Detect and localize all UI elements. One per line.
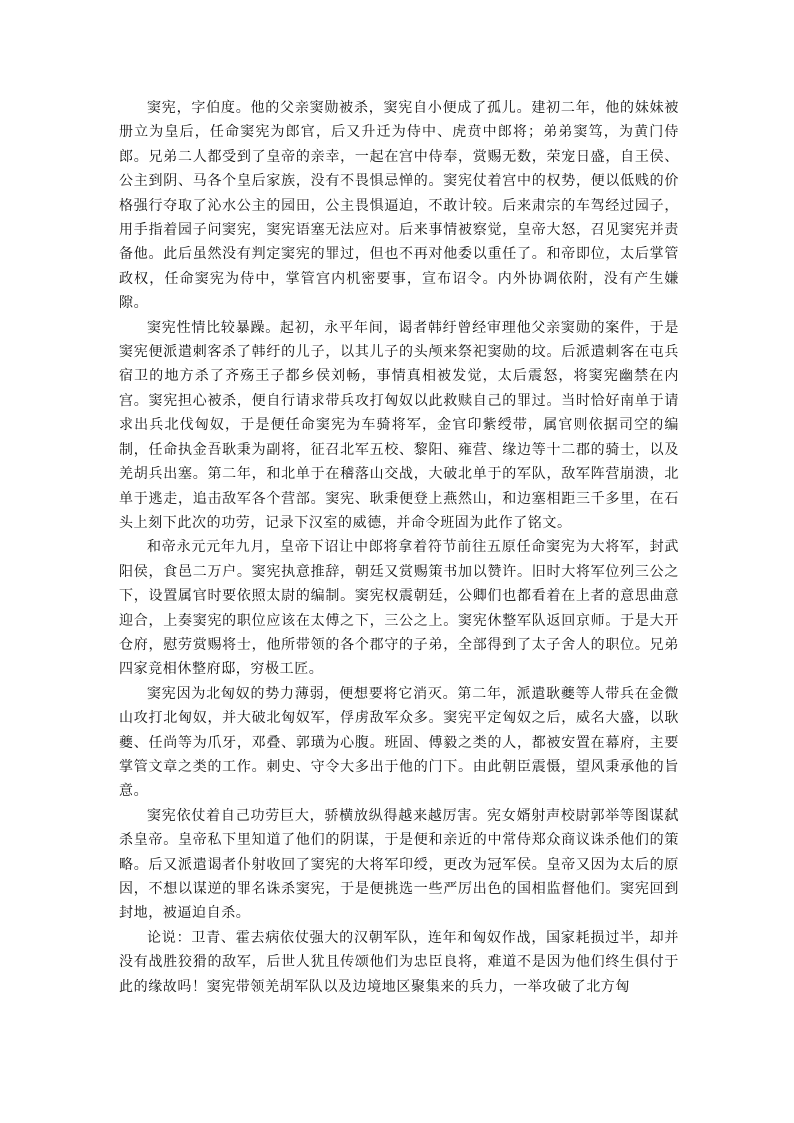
- document-page: [119, 96, 679, 999]
- paragraph-6: 论说：卫青、霍去病依仗强大的汉朝军队，连年和匈奴作战，国家耗损过半，却并没有战胜狡猾的敌军，后世人犹且传颂他们为忠臣良将，难道不是因为他们终生俱付于此的缘故吗！窦宪带领羌胡军队以及边境地区聚集来的兵力，一举攻破了北方匈: [119, 929, 679, 995]
- paragraph-4: 窦宪因为北匈奴的势力薄弱，便想要将它消灭。第二年，派遣耿夔等人带兵在金微山攻打北匈奴，并大破北匈奴军，俘虏敌军众多。窦宪平定匈奴之后，威名大盛，以耿夔、任尚等为爪牙，邓叠、郭璜为心腹。班固、傅毅之类的人，都被安置在幕府，主要掌管文章之类的工作。刺史、守令大多出于他的门下。由此朝臣震慑，望风秉承他的旨意。: [119, 685, 679, 800]
- paragraph-3: 和帝永元元年九月，皇帝下诏让中郎将拿着符节前往五原任命窦宪为大将军，封武阳侯，食邑二万户。窦宪执意推辞，朝廷又赏赐策书加以赞许。旧时大将军位列三公之下，设置属官时要依照太尉的编制。窦宪权震朝廷，公卿们也都看着在上者的意思曲意迎合，上奏窦宪的职位应该在太傅之下，三公之上。窦宪休整军队返回京师。于是大开仓府，慰劳赏赐将士，他所带领的各个郡守的子弟，全部得到了太子舍人的职位。兄弟四家竞相休整府邸，穷极工匠。: [119, 539, 679, 678]
- paragraph-2: 窦宪性情比较暴躁。起初，永平年间，谒者韩纡曾经审理他父亲窦勋的案件，于是窦宪便派遣刺客杀了韩纡的儿子，以其儿子的头颅来祭祀窦勋的坟。后派遣刺客在屯兵宿卫的地方杀了齐殇王子都乡侯刘畅，事情真相被发觉，太后震怒，将窦宪幽禁在内宫。窦宪担心被杀，便自行请求带兵攻打匈奴以此救赎自己的罪过。当时恰好南单于请求出兵北伐匈奴，于是便任命窦宪为车骑将军，金官印紫绶带，属官则依据司空的编制，任命执金吾耿秉为副将，征召北军五校、黎阳、雍营、缘边等十二郡的骑士，以及羌胡兵出塞。第二年，和北单于在稽落山交战，大破北单于的军队，敌军阵营崩溃，北单于逃走，追击敌军各个营部。窦宪、耿秉便登上燕然山，和边塞相距三千多里，在石头上刻下此次的功劳，记录下汉室的威德，并命令班固为此作了铭文。: [119, 319, 679, 531]
- paragraph-1: 窦宪，字伯度。他的父亲窦勋被杀，窦宪自小便成了孤儿。建初二年，他的妹妹被册立为皇后，任命窦宪为郎官，后又升迁为侍中、虎贲中郎将；弟弟窦笃，为黄门侍郎。兄弟二人都受到了皇帝的亲幸，一起在宫中侍奉，赏赐无数，荣宠日盛，自王侯、公主到阴、马各个皇后家族，没有不畏惧忌惮的。窦宪仗着宫中的权势，便以低贱的价格强行夺取了沁水公主的园田，公主畏惧逼迫，不敢计较。后来肃宗的车驾经过园子，用手指着园子问窦宪，窦宪语塞无法应对。后来事情被察觉，皇帝大怒，召见窦宪并责备他。此后虽然没有判定窦宪的罪过，但也不再对他委以重任了。和帝即位，太后掌管政权，任命窦宪为侍中，掌管宫内机密要事，宣布诏令。内外协调依附，没有产生嫌隙。: [119, 100, 679, 312]
- paragraph-5: 窦宪依仗着自己功劳巨大，骄横放纵得越来越厉害。宪女婿射声校尉郭举等图谋弑杀皇帝。皇帝私下里知道了他们的阴谋，于是便和亲近的中常侍郑众商议诛杀他们的策略。后又派遣谒者仆射收回了窦宪的大将军印绶，更改为冠军侯。皇帝又因为太后的原因，不想以谋逆的罪名诛杀窦宪，于是便挑选一些严厉出色的国相监督他们。窦宪回到封地，被逼迫自杀。: [119, 807, 679, 922]
